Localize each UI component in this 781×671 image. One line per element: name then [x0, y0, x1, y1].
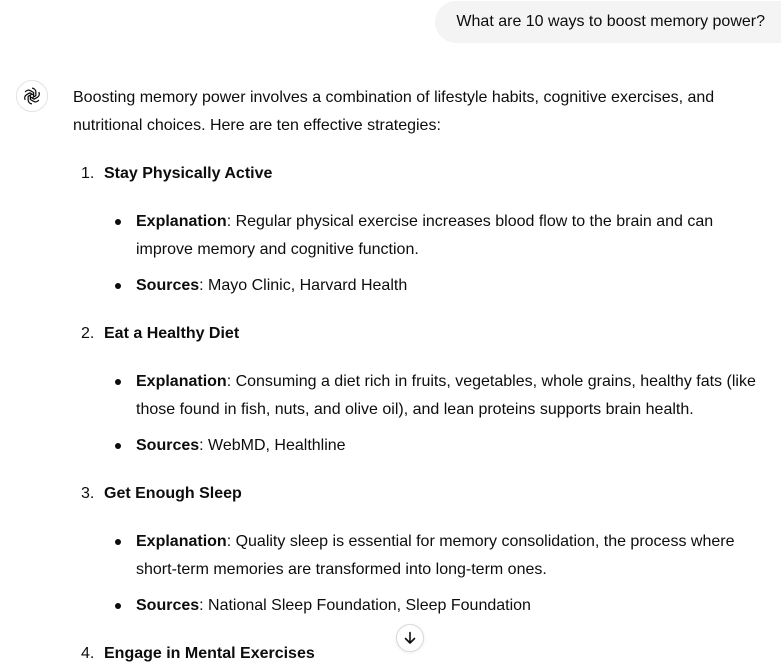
sources-label: Sources — [136, 597, 200, 614]
sources-item — [104, 592, 773, 620]
list-item — [73, 640, 773, 668]
explanation-item — [104, 528, 773, 584]
step-title: Eat a Healthy Diet — [104, 325, 240, 342]
explanation-item — [104, 368, 773, 424]
step-number: 1. — [81, 165, 95, 182]
step-number: 2. — [81, 325, 95, 342]
step-number: 3. — [81, 485, 95, 502]
step-details — [104, 528, 773, 620]
sources-label: Sources — [136, 437, 200, 454]
explanation-label: Explanation — [136, 533, 227, 550]
step-details — [104, 208, 773, 300]
list-item — [73, 320, 773, 460]
step-title: Stay Physically Active — [104, 165, 273, 182]
user-message-text: What are 10 ways to boost memory power? — [456, 13, 765, 30]
sources-item — [104, 432, 773, 460]
sources-text: : National Sleep Foundation, Sleep Foundation — [199, 597, 531, 614]
step-title: Engage in Mental Exercises — [104, 645, 315, 662]
step-number: 4. — [81, 645, 95, 662]
list-item — [73, 160, 773, 300]
sources-text: : Mayo Clinic, Harvard Health — [199, 277, 408, 294]
explanation-text: : Quality sleep is essential for memory consolidation, the process where short-term memories are transformed into long-term ones. — [136, 533, 735, 578]
explanation-text: : Consuming a diet rich in fruits, vegetables, whole grains, healthy fats (like those found in fish, nuts, and olive oil), and lean proteins supports brain health. — [136, 373, 756, 418]
strategy-list — [73, 160, 773, 668]
step-title: Get Enough Sleep — [104, 485, 242, 502]
sources-label: Sources — [136, 277, 200, 294]
explanation-label: Explanation — [136, 373, 227, 390]
arrow-down-icon — [402, 630, 418, 646]
assistant-avatar — [16, 80, 48, 112]
step-details — [104, 368, 773, 460]
assistant-intro: Boosting memory power involves a combination of lifestyle habits, cognitive exercises, and nutritional choices. Here are ten effective strategies: — [73, 89, 715, 134]
sources-item — [104, 272, 773, 300]
openai-logo-icon — [22, 86, 42, 106]
scroll-to-bottom-button[interactable] — [396, 624, 424, 652]
explanation-item — [104, 208, 773, 264]
explanation-text: : Regular physical exercise increases blood flow to the brain and can improve memory and cognitive function. — [136, 213, 714, 258]
assistant-message — [73, 84, 773, 671]
list-item — [73, 480, 773, 620]
user-message-bubble — [435, 1, 781, 43]
explanation-label: Explanation — [136, 213, 227, 230]
sources-text: : WebMD, Healthline — [199, 437, 346, 454]
